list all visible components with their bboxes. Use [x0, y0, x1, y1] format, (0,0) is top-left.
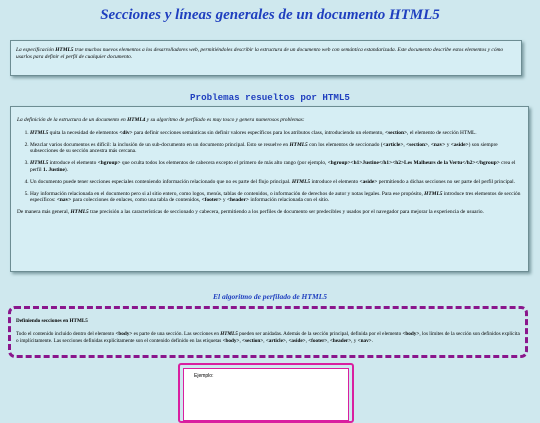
lead-bold: HTML4 — [127, 117, 146, 123]
list-item: 2. Mezclar varios documentos es difícil: la inclusión de un sub-documento en un documento principal. Esto se resuelve en HTML5 con los elementos de seccionado (<article>, <section>, <nav> y <aside>) son siempre subsecciones de su sección ancestra más cercana. — [30, 142, 523, 156]
intro-text: trae muchos nuevos elementos a los desarrolladores web, permitiéndoles describir la estructura de un documento web con semántica estandarizada. Este documento describe estos elementos y cómo usarlos para definir el perfil de cualquier documento. — [16, 47, 504, 60]
lead-text: La definición de la estructura de un documento en — [17, 117, 126, 123]
problems-title: Problemas resueltos por HTML5 — [190, 92, 350, 103]
list-item: 1. HTML5 quita la necesidad de elementos <div> para definir secciones semánticas sin definir valores específicos para los atributos class, introduciendo un elemento, <section>, el elemento de sección HTML. — [30, 130, 523, 137]
page-title: Secciones y líneas generales de un documento HTML5 — [100, 7, 440, 23]
algorithm-box — [8, 306, 528, 358]
problems-lead — [17, 117, 523, 124]
list-item: 5. Hay información relacionada en el documento pero si al sitio entero, como logos, menús, tablas de contenidos, o información de derechos de autor y notas legales. Para ese propósito, HTML5 introduce tres elementos de sección específicos: <nav> para colecciones de enlaces, como una tabla de contenidos, <footer> y <header> información relacionada con el sitio. — [30, 191, 523, 205]
intro-bold: HTML5 — [55, 47, 74, 53]
problems-list — [17, 130, 523, 204]
algorithm-text: Todo el contenido incluido dentro del elemento <body> es parte de una sección. Las secciones en HTML5 pueden ser anidadas. Además de la sección principal, definida por el elemento <body>, los límites de la sección son definidos explícita o implícitamente. Las secciones definidas explícitamente son el contenido definido en las etiquetas <body>, <section>, <article>, <aside>, <footer>, <header>, y <nav>. — [16, 330, 520, 344]
algorithm-title: El algoritmo de perfilado de HTML5 — [213, 292, 327, 301]
intro-box — [10, 40, 522, 76]
problems-box — [10, 106, 529, 272]
lead-text: y su algoritmo de perfilado es muy tosco y genera numerosos problemas: — [146, 117, 305, 123]
list-item: 4. Un documento puede tener secciones especiales conteniendo información relacionado que no es parte del flujo principal. HTML5 introduce el elemento <aside> permitiendo a dichas secciones no ser parte del perfil principal. — [30, 179, 523, 186]
example-label: Ejemplo: — [194, 373, 214, 379]
intro-text: La especificación — [16, 47, 54, 53]
problems-conclusion: De manera más general, HTML5 trae precisión a las características de seccionado y cabecera, permitiendo a los perfiles de documento ser predecibles y usados por el navegador para mejorar la experiencia de usuario. — [17, 209, 484, 216]
algorithm-heading: Definiendo secciones en HTML5 — [16, 318, 88, 324]
example-panel — [183, 368, 349, 421]
list-item: 3. HTML5 introduce el elemento <hgroup> que oculta todos los elementos de cabecera excepto el primero de más alto rango (por ejemplo, <hgroup><h1>Justine</h1><h2>Les Malheurs de la Vertu</h2></hgroup> crea el perfil 1. Justine). — [30, 160, 523, 174]
example-box — [178, 363, 354, 423]
